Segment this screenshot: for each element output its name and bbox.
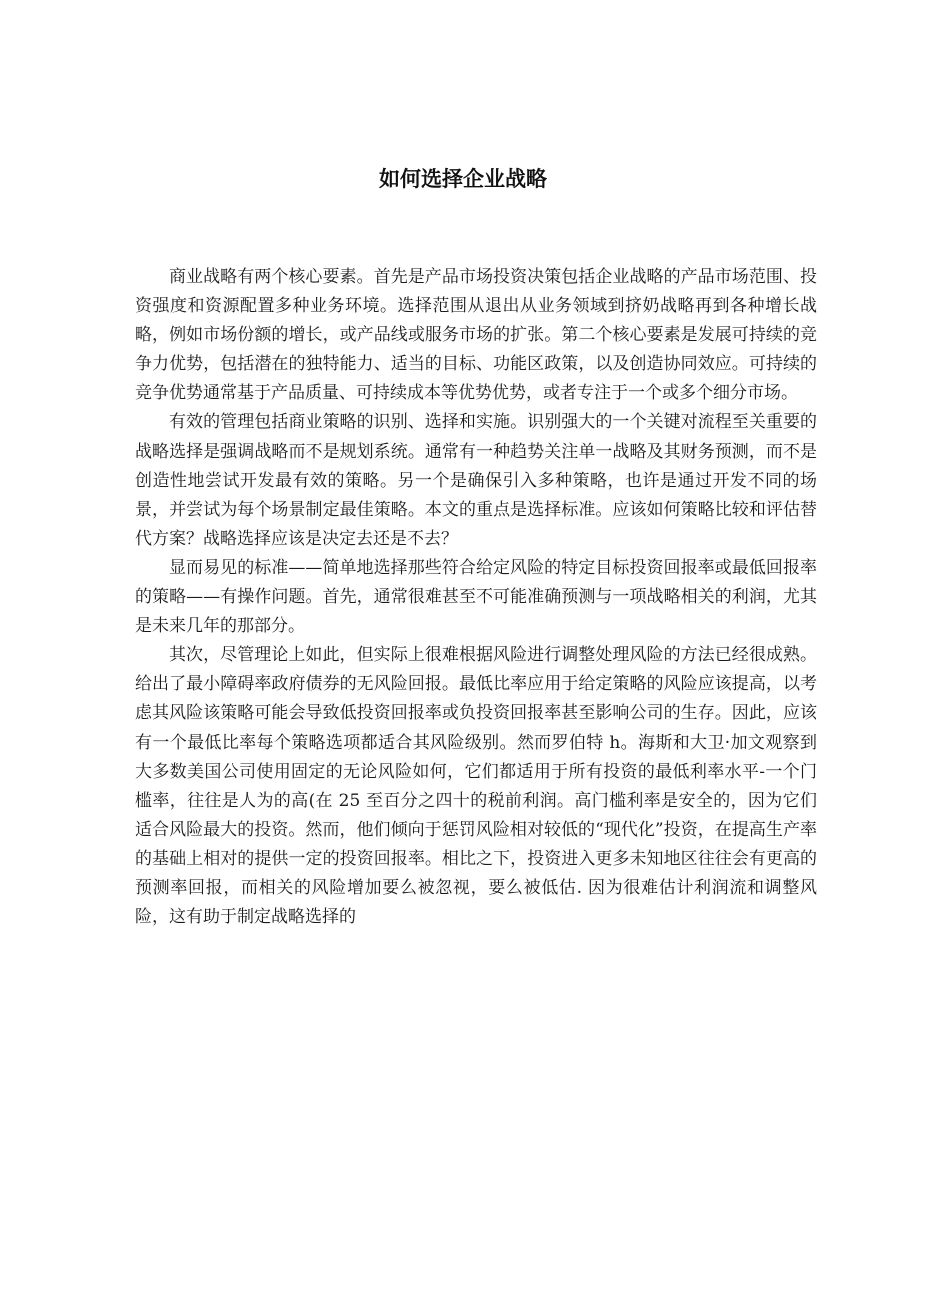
document-body (135, 263, 817, 932)
document-title: 如何选择企业战略 (379, 167, 547, 191)
paragraph: 有效的管理包括商业策略的识别、选择和实施。识别强大的一个关键对流程至关重要的战略选择是强调战略而不是规划系统。通常有一种趋势关注单一战略及其财务预测，而不是创造性地尝试开发最有效的策略。另一个是确保引入多种策略，也许是通过开发不同的场景，并尝试为每个场景制定最佳策略。本文的重点是选择标准。应该如何策略比较和评估替代方案？战略选择应该是决定去还是不去？ (135, 412, 817, 549)
paragraph: 显而易见的标准——简单地选择那些符合给定风险的特定目标投资回报率或最低回报率的策略——有操作问题。首先，通常很难甚至不可能准确预测与一项战略相关的利润，尤其是未来几年的那部分。 (135, 557, 817, 637)
paragraph: 其次，尽管理论上如此，但实际上很难根据风险进行调整处理风险的方法已经很成熟。给出了最小障碍率政府债券的无风险回报。最低比率应用于给定策略的风险应该提高，以考虑其风险该策略可能会导致低投资回报率或负投资回报率甚至影响公司的生存。因此，应该有一个最低比率每个策略选项都适合其风险级别。然而罗伯特 h。海斯和大卫·加文观察到大多数美国公司使用固定的无论风险如何，它们都适用于所有投资的最低利率水平-一个门槛率，往往是人为的高(在 25 至百分之四十的税前利润。高门槛利率是安全的，因为它们适合风险最大的投资。然而，他们倾向于惩罚风险相对较低的“现代化”投资，在提高生产率的基础上相对的提供一定的投资回报率。相比之下，投资进入更多未知地区往往会有更高的预测率回报，而相关的风险增加要么被忽视，要么被低估. 因为很难估计利润流和调整风险，这有助于制定战略选择的 (135, 645, 817, 928)
paragraph: 商业战略有两个核心要素。首先是产品市场投资决策包括企业战略的产品市场范围、投资强度和资源配置多种业务环境。选择范围从退出从业务领域到挤奶战略再到各种增长战略，例如市场份额的增长，或产品线或服务市场的扩张。第二个核心要素是发展可持续的竞争力优势，包括潜在的独特能力、适当的目标、功能区政策，以及创造协同效应。可持续的竞争优势通常基于产品质量、可持续成本等优势优势，或者专注于一个或多个细分市场。 (135, 267, 817, 404)
